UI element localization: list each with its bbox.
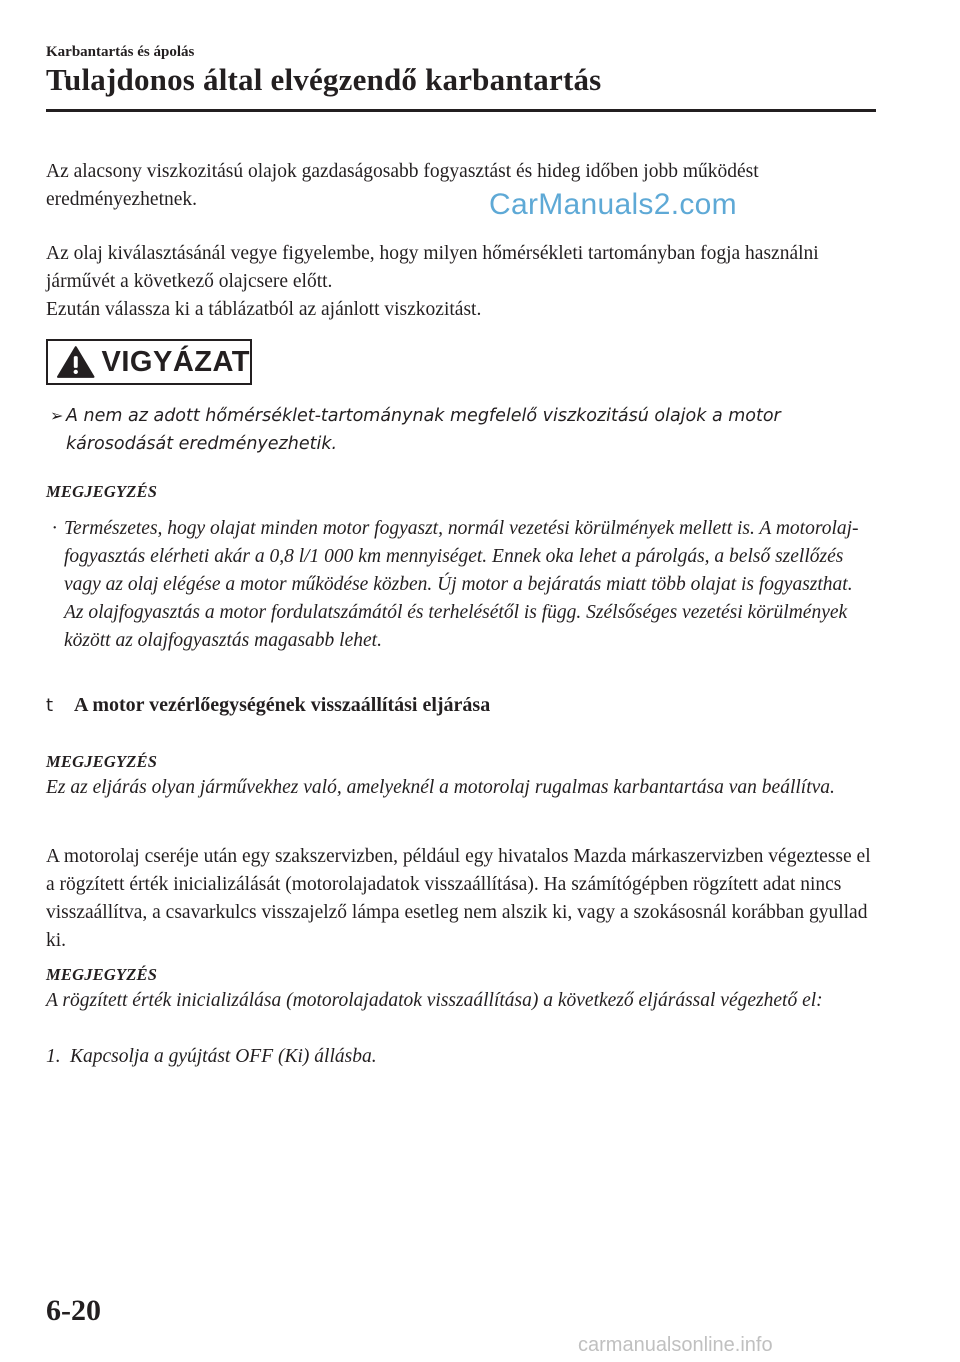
warning-item xyxy=(50,402,850,458)
note-3-text: A rögzített érték inicializálása (motorolajadatok visszaállítása) a következő eljárással végezhető el: xyxy=(46,990,823,1011)
step-number: 1. xyxy=(46,1046,61,1067)
subsection-marker-icon: t xyxy=(46,695,54,716)
intro-paragraph-1: Az alacsony viszkozitású olajok gazdaságosabb fogyasztást és hideg időben jobb működést eredményezhetnek. xyxy=(46,161,759,210)
section-label: Karbantartás és ápolás xyxy=(46,44,195,60)
note-heading-1: MEGJEGYZÉS xyxy=(46,482,158,501)
note-1-bullet: · xyxy=(52,518,57,539)
intro-paragraph-3: Ezután válassza ki a táblázatból az ajánlott viszkozitást. xyxy=(46,299,482,320)
intro-text xyxy=(46,158,876,324)
intro-paragraph-2: Az olaj kiválasztásánál vegye figyelembe, hogy milyen hőmérsékleti tartományban fogja használni járművét a következő olajcsere előtt. xyxy=(46,243,819,292)
watermark-carmanualsonline: carmanualsonline.info xyxy=(578,1334,773,1356)
note-heading-2: MEGJEGYZÉS xyxy=(46,752,158,771)
title-divider xyxy=(46,109,876,112)
warning-label: VIGYÁZAT xyxy=(101,345,250,378)
subsection-title: A motor vezérlőegységének visszaállítási eljárása xyxy=(74,694,491,716)
procedure-step-1 xyxy=(46,1043,876,1071)
note-1-item xyxy=(46,515,876,655)
warning-triangle-icon xyxy=(56,345,96,379)
note-1-text: Természetes, hogy olajat minden motor fogyaszt, normál vezetési körülmények mellett is. A motorolaj-fogyasztás elérheti akár a 0,8 l/1 000 km mennyiséget. Ennek oka lehet a párolgás, a belső szellőzés vagy az olaj elégése a motor működése közben. Új motor a bejáratás miatt több olajat is fogyaszthat. Az olajfogyasztás a motor fordulatszámától és terhelésétől is függ. Szélsőséges vezetési körülmények között az olajfogyasztás magasabb lehet. xyxy=(64,518,859,651)
note-2-text: Ez az eljárás olyan járművekhez való, amelyeknél a motorolaj rugalmas karbantartása van beállítva. xyxy=(46,777,835,798)
watermark-carmanuals2: CarManuals2.com xyxy=(489,188,737,221)
subsection-heading xyxy=(46,694,490,717)
arrow-bullet-icon: ➢ xyxy=(50,406,64,425)
warning-box xyxy=(46,339,252,385)
reset-description: A motorolaj cseréje után egy szakszervizben, például egy hivatalos Mazda márkaszervizben végeztesse el a rögzített érték inicializálását (motorolajadatok visszaállítása). Ha számítógépben rögzített adat nincs visszaállítva, a csavarkulcs visszajelző lámpa esetleg nem alszik ki, vagy a szokásosnál korábban gyullad ki. xyxy=(46,846,871,951)
note-heading-3: MEGJEGYZÉS xyxy=(46,965,158,984)
warning-item-text: A nem az adott hőmérséklet-tartománynak megfelelő viszkozitású olajok a motor károsodását eredményezhetik. xyxy=(66,406,781,454)
step-text: Kapcsolja a gyújtást OFF (Ki) állásba. xyxy=(70,1046,377,1067)
page-title: Tulajdonos által elvégzendő karbantartás xyxy=(46,62,602,97)
page-number: 6-20 xyxy=(46,1294,101,1327)
